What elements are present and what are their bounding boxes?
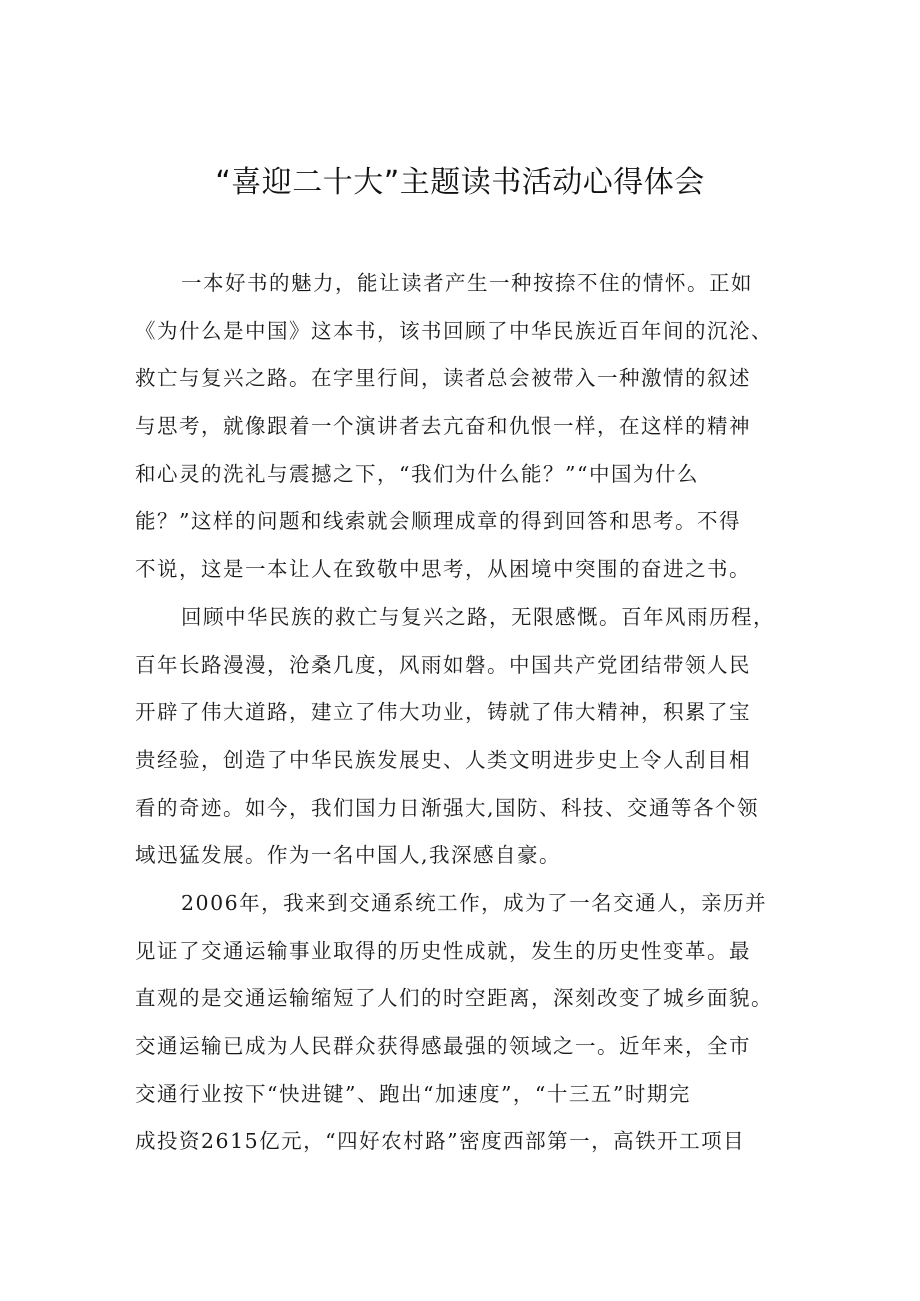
text-line: 成投资2615亿元，“四好农村路”密度西部第一，高铁开工项目 — [135, 1129, 746, 1154]
document-body — [135, 263, 815, 1169]
text-line: 能？”这样的问题和线索就会顺理成章的得到回答和思考。不得 — [135, 509, 741, 534]
text-line: 百年长路漫漫，沧桑几度，风雨如磐。中国共产党团结带领人民 — [135, 652, 751, 677]
text-line: 交通运输已成为人民群众获得感最强的领域之一。近年来，全市 — [135, 1034, 751, 1058]
text-line: 见证了交通运输事业取得的历史性成就，发生的历史性变革。最 — [135, 938, 751, 963]
text-line: 交通行业按下“快进键”、跑出“加速度”，“十三五”时期完 — [135, 1081, 691, 1106]
text-line: 直观的是交通运输缩短了人们的时空距离，深刻改变了城乡面貌。 — [135, 986, 773, 1011]
text-line: 看的奇迹。如今，我们国力日渐强大,国防、科技、交通等各个领 — [135, 795, 760, 820]
text-line: 和心灵的洗礼与震撼之下，“我们为什么能？”“中国为什么 — [135, 461, 699, 486]
text-line: 与思考，就像跟着一个演讲者去亢奋和仇恨一样，在这样的精神 — [135, 414, 751, 439]
text-line: 贵经验，创造了中华民族发展史、人类文明进步史上令人刮目相 — [135, 747, 751, 772]
text-line: 2006年，我来到交通系统工作，成为了一名交通人，亲历并 — [181, 890, 768, 915]
text-line: 救亡与复兴之路。在字里行间，读者总会被带入一种激情的叙述 — [135, 366, 751, 391]
text-line: 《为什么是中国》这本书，该书回顾了中华民族近百年间的沉沦、 — [135, 318, 773, 343]
text-line: 回顾中华民族的救亡与复兴之路，无限感慨。百年风雨历程， — [181, 604, 775, 629]
text-line: 不说，这是一本让人在致敬中思考，从困境中突围的奋进之书。 — [135, 557, 751, 582]
text-line: 开辟了伟大道路，建立了伟大功业，铸就了伟大精神，积累了宝 — [135, 700, 751, 725]
text-line: 域迅猛发展。作为一名中国人,我深感自豪。 — [135, 843, 562, 868]
document-title: “喜迎二十大”主题读书活动心得体会 — [215, 165, 705, 200]
text-line: 一本好书的魅力，能让读者产生一种按捺不住的情怀。正如 — [181, 271, 753, 295]
